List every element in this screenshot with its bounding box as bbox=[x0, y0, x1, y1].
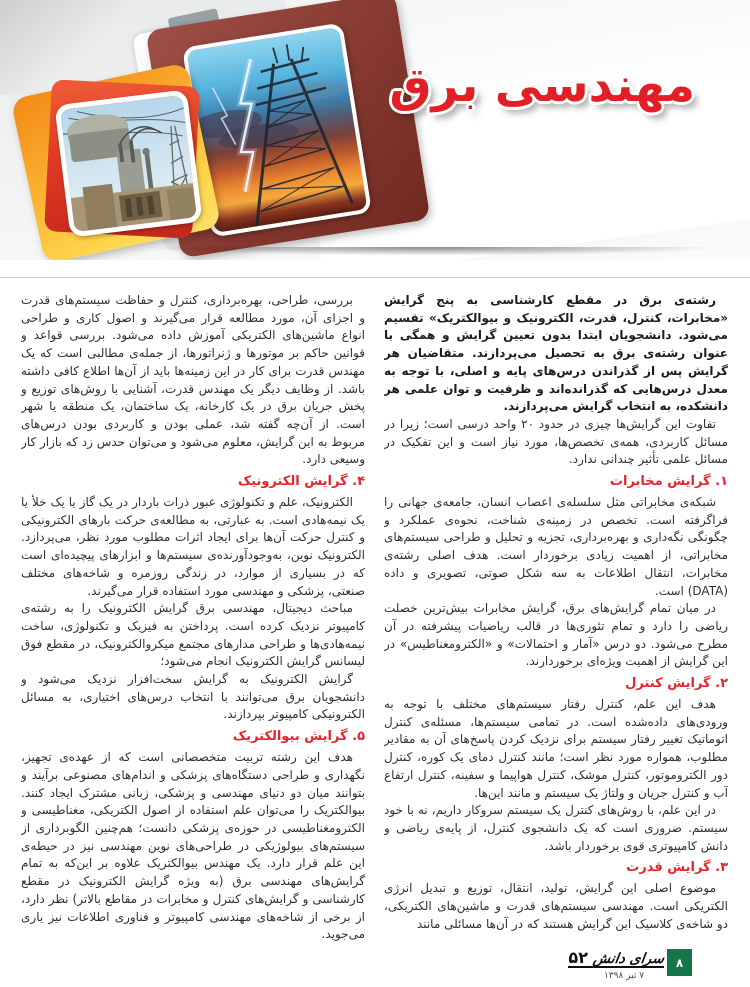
header-drop-shadow bbox=[15, 247, 735, 259]
paragraph-bioelectric-1: هدف این رشته تربیت متخصصانی است که از عهده‌ی تجهیز، نگهداری و طراحی دستگاه‌های پزشکی و اندام‌های مصنوعی برآیند و بتوانند میان دو دنیای مهندسی و پزشکی، زبانی مشترک ایجاد کنند. بیوالکتریک را می‌توان علم استفاده از اصول الکتریکی، مغناطیسی و الکترومغناطیسی در حوزه‌ی پزشکی دانست؛ هم‌چنین الگوبرداری از سیستم‌های بیولوژیکی در طراحی‌های نوین مهندسی نیز در حیطه‌ی این علم قرار دارد. یک مهندس بیوالکتریک علاوه بر این‌که به تمام گرایش‌های مهندسی برق (به ویژه گرایش الکترونیک در مقطع کارشناسی و گرایش‌های کنترل و مخابرات در مقاطع بالاتر) نظر دارد، از برخی از شاخه‌های مهندسی کامپیوتر و فناوری اطلاعات نیز یاری می‌جوید. bbox=[21, 750, 365, 942]
section-heading-electronics: ۴. گرایش الکترونیک bbox=[237, 474, 365, 490]
issue-number: ۵۲ bbox=[568, 948, 588, 967]
magazine-logo-text: سرای دانش bbox=[591, 951, 666, 967]
paragraph-units-difference: تفاوت این گرایش‌ها چیزی در حدود ۲۰ واحد درسی است؛ زیرا در مسائل کاربردی، همه‌ی تخصص‌ها، مورد نیاز است و این تفکیک در مسائل علمی تأثیر چندانی ندارد. bbox=[384, 416, 728, 467]
paragraph-telecom-1: شبکه‌ی مخابراتی مثل سلسله‌ی اعصاب انسان، جامعه‌ی جهانی را فراگرفته است. تخصص در زمینه‌ی شناخت، نحوه‌ی عملکرد و چگونگی نگه‌داری و بهره‌برداری، تجزیه و تحلیل و طراحی سیستم‌های مخابراتی، از اهمیت زیادی برخوردار است. هدف اصلی رشته‌ی مخابرات، انتقال اطلاعات به سه شکل صوتی، تصویری و داده (DATA) است. bbox=[384, 495, 728, 598]
page-title: مهندسی برق bbox=[389, 58, 695, 113]
substation-illustration bbox=[60, 95, 197, 232]
paragraph-control-1: هدف این علم، کنترل رفتار سیستم‌های مختلف با توجه به ورودی‌های داده‌شده است. در تمامی سیستم‌ها، مسئله‌ی کنترل اتوماتیک تغییر رفتار سیستم برای نزدیک کردن پاسخ‌های آن به مقادیر مطلوب، همواره مورد نظر است؛ مانند کنترل دمای یک کوره، کنترل دور الکتروموتور، کنترل موشک، کنترل هواپیما و سفینه، کنترل ارتفاع آب و کنترل جریان و ولتاژ یک سیستم و مانند این‌ها. bbox=[384, 697, 728, 800]
paragraph-power-1: موضوع اصلی این گرایش، تولید، انتقال، توزیع و تبدیل انرژی الکتریکی است. مهندسی سیستم‌های قدرت و ماشین‌های الکتریکی، دو شاخه‌ی کلاسیک این گرایش هستند که در آن‌ها مسائلی مانند bbox=[384, 881, 728, 931]
page-header bbox=[0, 0, 750, 260]
issue-date: ۷ تیر ۱۳۹۸ bbox=[603, 971, 645, 981]
paragraph-power-2: بررسی، طراحی، بهره‌برداری، کنترل و حفاظت سیستم‌های قدرت و اجزای آن، مورد مطالعه قرار می‌گیرند و اصول کاری و طراحی انواع ماشین‌های الکتریکی آموزش داده می‌شود. بررسی قواعد و قوانین حاکم بر موتورها و ژنراتورها، از جمله‌ی مطالبی است که یک مهندس قدرت برای کار در این زمینه‌ها باید از آن‌ها اطلاع کافی داشته باشد. از وظایف دیگر یک مهندس قدرت، آشنایی با روش‌های توزیع و پخش جریان برق در یک کارخانه، یک ساختمان، یک منطقه یا شهر است. از آن‌چه گفته شد، عملی بودن و کاربردی بودن درس‌های مربوط به این گرایش، معلوم می‌شود و می‌توان حدس زد که بازار کار وسیعی دارد. bbox=[21, 293, 365, 467]
header-separator-line bbox=[0, 277, 750, 278]
paragraph-control-2: در این علم، با روش‌های کنترل یک سیستم سروکار داریم، نه با خود سیستم. ضروری است که یک دانشجوی کنترل، از پایه‌ی ریاضی و دانش کامپیوتری قوی برخوردار باشد. bbox=[384, 803, 728, 853]
intro-paragraph: رشته‌ی برق در مقطع کارشناسی به پنج گرایش «مخابرات، کنترل، قدرت، الکترونیک و بیوالکتریک» تقسیم می‌شود. دانشجویان ابتدا بدون تعیین گرایش و همگی با عنوان رشته‌ی برق به تحصیل می‌پردازند. متقاضیان هر گرایش پس از گذراندن درس‌های پایه و اصلی، با توجه به معدل درس‌هایی که گذرانده‌اند و ظرفیت و توان علمی هر دانشکده، به انتخاب گرایش می‌پردازند. bbox=[384, 293, 728, 414]
page-number-badge: ۸ bbox=[667, 949, 692, 976]
section-heading-bioelectric: ۵. گرایش بیوالکتریک bbox=[232, 729, 365, 745]
paragraph-electronics-1: الکترونیک، علم و تکنولوژی عبور ذرات باردار در یک گاز یا یک خلأ یا یک نیمه‌هادی است. به عبارتی، به مطالعه‌ی حرکت بارهای الکترونیکی و کنترل حرکت آن‌ها برای ایجاد اثرات مطلوب مورد نظر، می‌پردازد. الکترونیک نوین، به‌وجودآورنده‌ی سیستم‌ها و ابزارهای پیچیده‌ای است که در بسیاری از موارد، در زندگی روزمره و شاخه‌های مختلف صنعتی، پزشکی و مهندسی مورد استفاده قرار می‌گیرند. bbox=[21, 495, 365, 598]
article-right-column bbox=[384, 292, 728, 954]
article-left-column bbox=[21, 292, 365, 954]
section-heading-control: ۲. گرایش کنترل bbox=[625, 676, 728, 692]
section-heading-telecom: ۱. گرایش مخابرات bbox=[609, 474, 728, 490]
substation-photo bbox=[54, 89, 202, 237]
paragraph-electronics-2: مباحث دیجیتال، مهندسی برق گرایش الکترونیک را به رشته‌ی کامپیوتر نزدیک کرده است. پرداختن به فیزیک و تکنولوژی، ساخت نیمه‌هادی‌ها و طراحی مدارهای مجتمع میکروالکترونیک، در مقطع فوق لیسانس گرایش الکترونیک انجام می‌شود؛ bbox=[21, 601, 365, 669]
paragraph-electronics-3: گرایش الکترونیک به گرایش سخت‌افزار نزدیک می‌شود و دانشجویان برق می‌توانند با انتخاب درس‌های اختیاری، به مسائل الکترونیکی کامپیوتر بپردازند. bbox=[21, 672, 365, 722]
magazine-logo bbox=[568, 948, 664, 968]
paragraph-telecom-2: در میان تمام گرایش‌های برق، گرایش مخابرات بیش‌ترین خصلت ریاضی را دارد و تمام تئوری‌ها در قالب ریاضیات پیشرفته در آن مطرح می‌شود. دو درس «آمار و احتمالات» و «الکترومغناطیس» در این گرایش از اهمیت ویژه‌ای برخوردارند. bbox=[384, 601, 728, 669]
section-heading-power: ۳. گرایش قدرت bbox=[626, 860, 728, 876]
